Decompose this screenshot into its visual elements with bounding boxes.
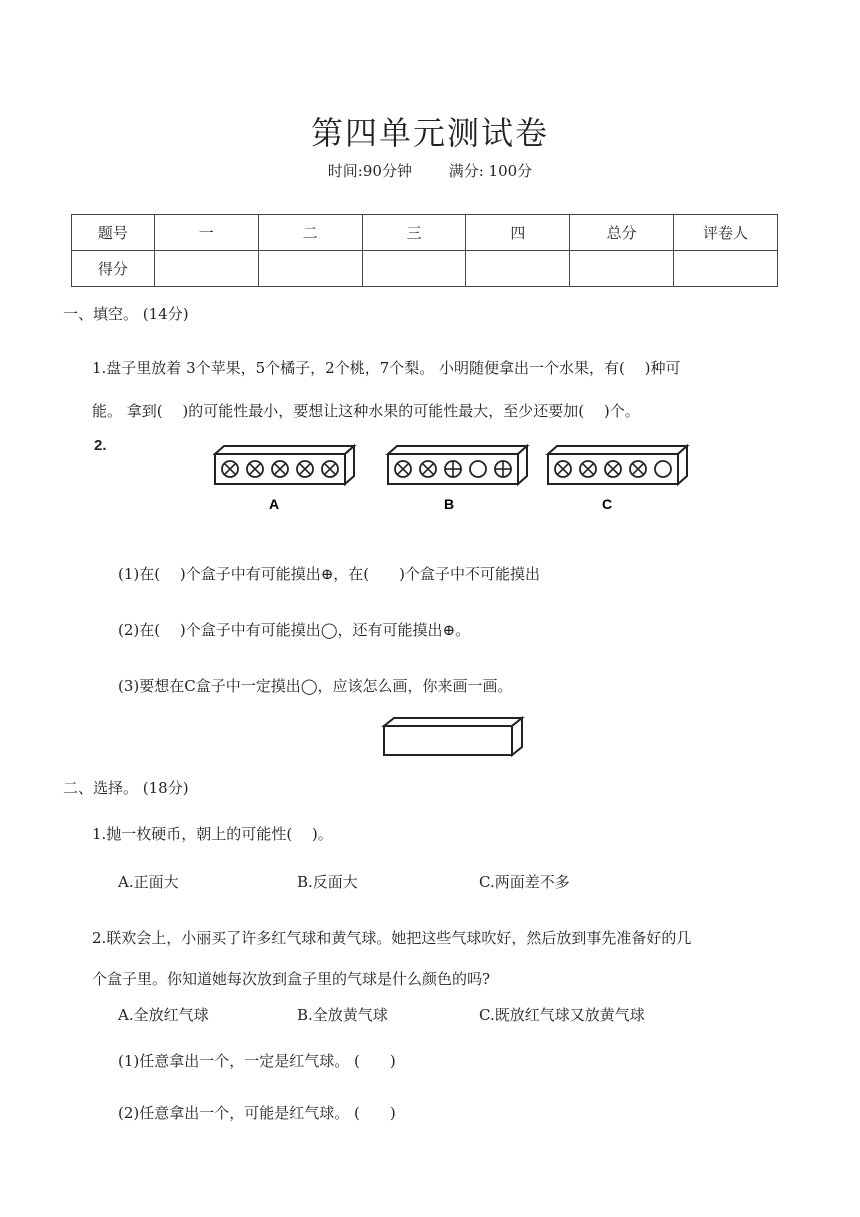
option-b[interactable]: B.反面大 (297, 873, 358, 891)
table-cell: 题号 (72, 215, 155, 251)
score-table (71, 214, 778, 287)
score-entry-cell[interactable] (154, 251, 258, 287)
table-cell: 一 (154, 215, 258, 251)
exam-time: 时间:90分钟 (327, 162, 412, 180)
score-entry-cell[interactable] (466, 251, 570, 287)
box-label-c: C (601, 496, 613, 512)
score-table-score-row (72, 251, 778, 287)
score-table-header-row (72, 215, 778, 251)
option-a[interactable]: A.全放红气球 (118, 1006, 209, 1024)
section-heading: 二、选择。 (18分) (63, 779, 189, 797)
question-text: 2.联欢会上，小丽买了许多红气球和黄气球。她把这些气球吹好，然后放到事先准备好的几 (92, 929, 692, 947)
crossed-ball-icon (395, 461, 411, 477)
empty-drawing-box[interactable] (380, 714, 530, 762)
sub-question: (1)任意拿出一个，一定是红气球。 ( ) (118, 1052, 396, 1070)
ball-box-c (548, 446, 687, 484)
option-c[interactable]: C.既放红气球又放黄气球 (479, 1006, 645, 1024)
question-text: 1.盘子里放着 3个苹果，5个橘子，2个桃，7个梨。 小明随便拿出一个水果，有( )种可 (92, 359, 681, 377)
option-c[interactable]: C.两面差不多 (479, 873, 570, 891)
crossed-ball-icon (322, 461, 338, 477)
option-b[interactable]: B.全放黄气球 (297, 1006, 388, 1024)
table-cell: 得分 (72, 251, 155, 287)
sub-question: (1)在( )个盒子中有可能摸出⊕，在( )个盒子中不可能摸出 (118, 565, 540, 583)
score-entry-cell[interactable] (674, 251, 778, 287)
score-entry-cell[interactable] (258, 251, 362, 287)
crossed-ball-icon (555, 461, 571, 477)
crossed-ball-icon (605, 461, 621, 477)
score-entry-cell[interactable] (362, 251, 466, 287)
exam-full-score: 满分: 100分 (448, 162, 533, 180)
page-title: 第四单元测试卷 (310, 114, 549, 152)
box-label-b: B (443, 496, 455, 512)
question-number: 2. (94, 437, 107, 454)
sub-question: (3)要想在C盒子中一定摸出◯，应该怎么画，你来画一画。 (118, 677, 513, 695)
exam-meta (0, 160, 860, 181)
empty-ball-icon (470, 461, 486, 477)
plus-ball-icon (495, 461, 511, 477)
section-heading: 一、填空。 (14分) (63, 305, 189, 323)
crossed-ball-icon (222, 461, 238, 477)
question-text: 能。 拿到( )的可能性最小，要想让这种水果的可能性最大，至少还要加( )个。 (92, 402, 640, 420)
crossed-ball-icon (630, 461, 646, 477)
boxes-figure (205, 440, 705, 520)
table-cell: 二 (258, 215, 362, 251)
table-cell: 四 (466, 215, 570, 251)
plus-ball-icon (445, 461, 461, 477)
crossed-ball-icon (297, 461, 313, 477)
crossed-ball-icon (580, 461, 596, 477)
score-entry-cell[interactable] (570, 251, 674, 287)
option-a[interactable]: A.正面大 (118, 873, 179, 891)
ball-box-b (388, 446, 527, 484)
table-cell: 总分 (570, 215, 674, 251)
box-label-a: A (268, 496, 280, 512)
question-text: 个盒子里。你知道她每次放到盒子里的气球是什么颜色的吗? (92, 970, 491, 988)
empty-ball-icon (655, 461, 671, 477)
ball-box-a (215, 446, 354, 484)
table-cell: 评卷人 (674, 215, 778, 251)
sub-question: (2)在( )个盒子中有可能摸出◯，还有可能摸出⊕。 (118, 621, 471, 639)
question-text: 1.抛一枚硬币，朝上的可能性( )。 (92, 825, 333, 843)
crossed-ball-icon (247, 461, 263, 477)
crossed-ball-icon (420, 461, 436, 477)
sub-question: (2)任意拿出一个，可能是红气球。 ( ) (118, 1104, 396, 1122)
crossed-ball-icon (272, 461, 288, 477)
table-cell: 三 (362, 215, 466, 251)
